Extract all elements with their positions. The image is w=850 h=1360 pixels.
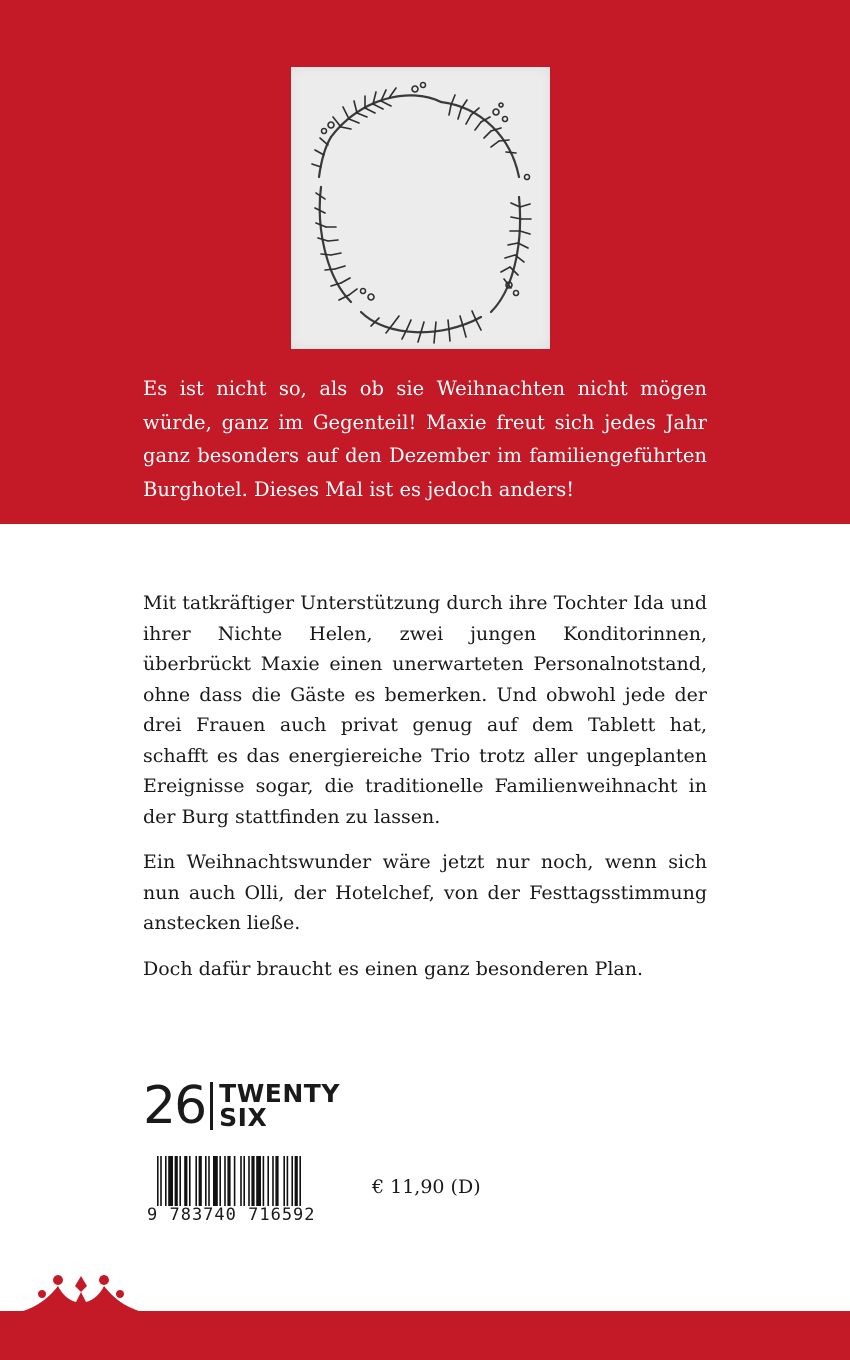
teaser-paragraph: Es ist nicht so, als ob sie Weihnachten nicht mögen würde, ganz im Gegenteil! Maxie freut sich jedes Jahr ganz besonders auf den Dezember im familiengeführten Burghotel. Dieses Mal ist es jedoch anders! xyxy=(143,377,707,501)
price-label: € 11,90 (D) xyxy=(372,1176,481,1198)
teaser-text xyxy=(143,372,707,506)
publisher-logo-divider xyxy=(210,1082,213,1130)
ornament-icon xyxy=(20,1266,142,1312)
bottom-red-band xyxy=(0,1311,850,1360)
wreath-icon xyxy=(291,67,550,349)
publisher-logo-words xyxy=(219,1079,340,1132)
wreath-illustration xyxy=(291,67,550,349)
publisher-logo-word-1: TWENTY xyxy=(219,1079,340,1108)
blurb-paragraph-2: Ein Weihnachtswunder wäre jetzt nur noch, wenn sich nun auch Olli, der Hotelchef, von der Festtagsstimmung anstecken ließe. xyxy=(143,851,707,934)
blurb-paragraph-1: Mit tatkräftiger Unterstützung durch ihre Tochter Ida und ihrer Nichte Helen, zwei jungen Konditorinnen, überbrückt Maxie einen unerwarteten Personalnotstand, ohne dass die Gäste es bemerken. Und obwohl jede der drei Frauen auch privat genug auf dem Tablett hat, schafft es das energiereiche Trio trotz aller ungeplanten Ereignisse sogar, die traditionelle Familienweihnacht in der Burg stattfinden zu lassen. xyxy=(143,592,707,828)
blurb-paragraph-3: Doch dafür braucht es einen ganz besonderen Plan. xyxy=(143,957,644,980)
publisher-logo xyxy=(143,1076,373,1136)
barcode-bars-icon xyxy=(143,1156,359,1206)
barcode-digits: 9 783740 716592 xyxy=(147,1205,316,1225)
blurb xyxy=(143,588,707,999)
isbn-barcode xyxy=(143,1156,359,1225)
publisher-logo-word-2: SIX xyxy=(219,1103,268,1132)
publisher-logo-number: 26 xyxy=(143,1076,206,1136)
